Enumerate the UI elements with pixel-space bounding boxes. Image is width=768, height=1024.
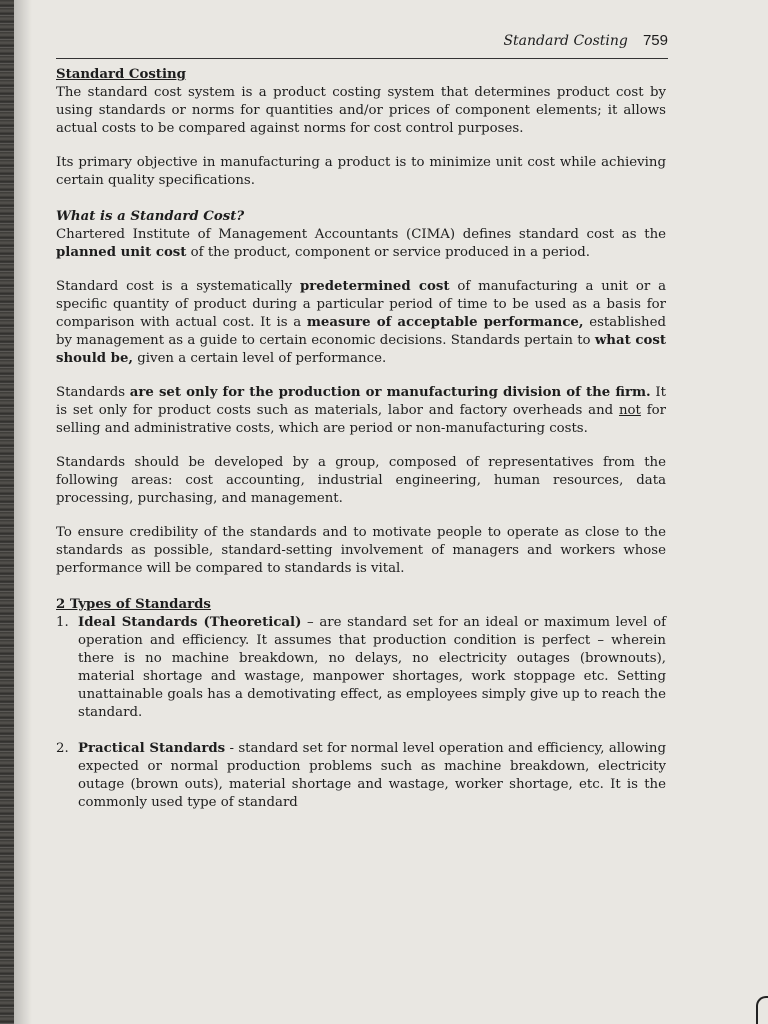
page-number: 759 <box>642 32 668 49</box>
binding-shadow <box>14 0 32 1024</box>
page-corner <box>756 996 768 1024</box>
list-item: 2. Practical Standards - standard set for normal level operation and efficiency, allowing expected or normal production problems such as machine breakdown, electricity outage (brown outs), material shortage and wastage, worker shortage, etc. It is the commonly used type of standard <box>56 741 666 810</box>
paragraph-definition: The standard cost system is a product costing system that determines product cost by using standards or norms for quantities and/or prices of component elements; it allows actual costs to be compared against norms for cost control purposes. <box>56 85 666 136</box>
paragraph-predetermined-cost: Standard cost is a systematically predetermined cost of manufacturing a unit or a specific quantity of product during a particular period of time to be used as a basis for comparison with actual cost. It is a measure of acceptable performance, established by management as a guide to certain economic decisions. Standards pertain to what cost should be, given a certain level of performance. <box>56 279 666 366</box>
paragraph-cima-definition: Chartered Institute of Management Accountants (CIMA) defines standard cost as the planned unit cost of the product, component or service produced in a period. <box>56 227 666 260</box>
types-list <box>56 614 666 812</box>
list-item: 1. Ideal Standards (Theoretical) – are standard set for an ideal or maximum level of operation and efficiency. It assumes that production condition is perfect – wherein there is no machine breakdown, no delays, no electricity outages (brownouts), material shortage and wastage, manpower shortages, work stoppage etc. Setting unattainable goals has a demotivating effect, as employees simply give up to reach the standard. <box>56 615 667 720</box>
paragraph-production-standards: Standards are set only for the production or manufacturing division of the firm. It is set only for product costs such as materials, labor and factory overheads and not for selling and administrative costs, which are period or non-manufacturing costs. <box>56 385 666 436</box>
section-title-types-of-standards: 2 Types of Standards <box>56 597 211 612</box>
book-binding <box>0 0 14 1024</box>
paragraph-credibility: To ensure credibility of the standards and to motivate people to operate as close to the standards as possible, standard-setting involvement of managers and workers whose performance will be compared to standards is vital. <box>56 525 666 576</box>
running-title: Standard Costing <box>503 33 628 49</box>
page-body <box>56 66 666 812</box>
paragraph-developed-by-group: Standards should be developed by a group, composed of representatives from the following areas: cost accounting, industrial engineering, human resources, data processing, purchasing, and management. <box>56 455 666 506</box>
section-title-what-is-standard-cost: What is a Standard Cost? <box>56 209 245 224</box>
section-title-standard-costing: Standard Costing <box>56 67 186 82</box>
paragraph-objective: Its primary objective in manufacturing a product is to minimize unit cost while achieving certain quality specifications. <box>56 155 666 188</box>
page-header <box>56 30 668 59</box>
